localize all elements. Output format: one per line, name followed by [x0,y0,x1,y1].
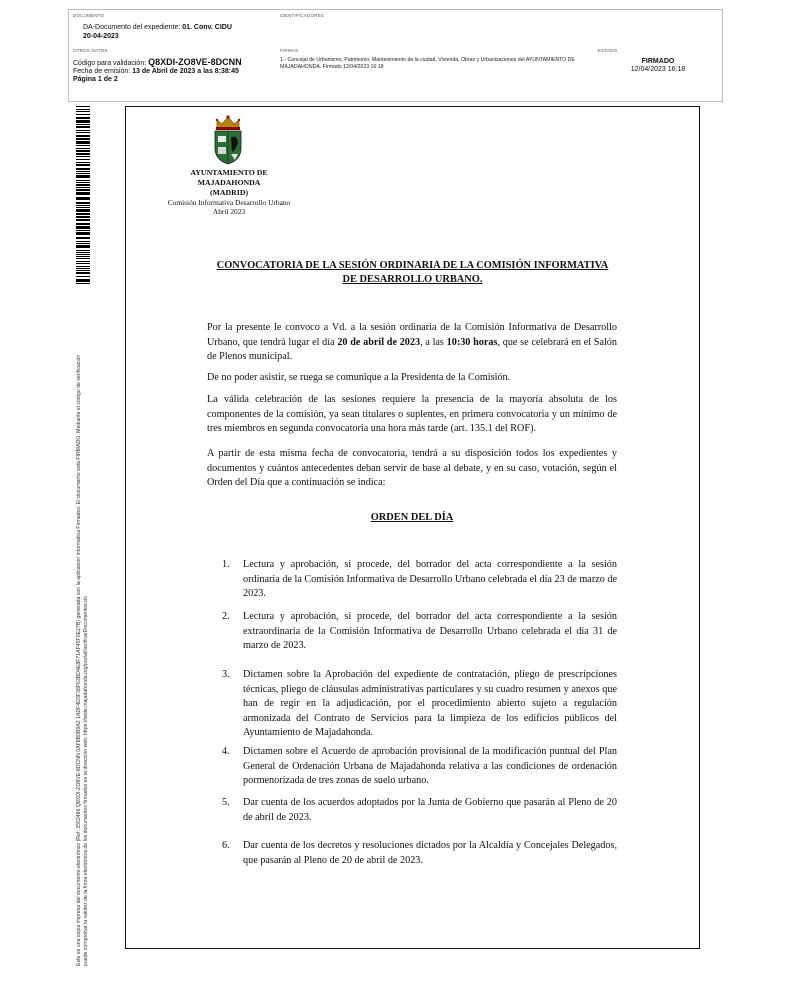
firmas-text: 1.- Concejal de Urbanismo, Patrimonio, Mantenimiento de la ciudad, Vivienda, Obras y Urbanizaciones del AYUNTAMIENTO DE MAJADAHONDA. Firmado 12/04/2023 16:18 [280,57,575,70]
paragraph-quorum: La válida celebración de las sesiones requiere la presencia de la mayoría absoluta de los componentes de la comisión, ya sean titulares o suplentes, en primera convocatoria y un mínimo de tres miembros en segunda convocatoria una hora más tarde (art. 135.1 del ROF). [207,394,617,435]
firmas-caption: FIRMAS [280,48,299,53]
p1-text-c: , que se celebrará en el Salón de Plenos municipal. [207,336,617,363]
paragraph-absence: De no poder asistir, se ruega se comunique a la Presidenta de la Comisión. [207,372,511,383]
p1-text-b: , a las [420,336,447,348]
title-line2: DE DESARROLLO URBANO. [342,274,483,285]
document-metadata-header [68,9,723,102]
documento-caption: DOCUMENTO [73,13,105,18]
documento-prefix: DA-Documento del expediente: [83,24,183,31]
p1-time: 10:30 horas [446,336,498,348]
institution-name-line3: (MADRID) [209,188,249,197]
barcode-icon [76,106,90,284]
page-number: Página 1 de 2 [73,76,118,83]
validation-code-line [73,57,242,67]
agenda-item-number: 5. [222,797,230,808]
paragraph-convocation [207,321,617,365]
agenda-item-number: 2. [222,611,230,622]
verification-line1: Este es una copia impresa del documento electrónico (Ref: 2552486 Q8XDI-ZO8VE-8DCNN 0AF8B0B9A2 1ADF4D3F38F63BD4E8F71AF45F0E27B) generada con la aplicación informática Firmadoc. El documento está FIRMADO. Mediante el código de verificación [76,354,82,966]
agenda-item-text: Lectura y aprobación, si procede, del borrador del acta correspondiente a la sesión ordinaria de la Comisión Informativa de Desarrollo Urbano celebrada el día 23 de marzo de 2023. [243,559,617,600]
p1-date: 20 de abril de 2023 [337,336,421,348]
title-line1: CONVOCATORIA DE LA SESIÓN ORDINARIA DE LA COMISIÓN INFORMATIVA [216,260,609,271]
agenda-item-number: 3. [222,669,230,680]
firmas-cell [276,45,594,101]
otros-caption: OTROS DATOS [73,48,108,53]
emission-date: 13 de Abril de 2023 a las 8:38:45 [132,68,239,75]
documento-date: 20-04-2023 [83,33,119,40]
otros-datos-cell [69,45,276,101]
validation-code-prefix: Código para validación: [73,60,149,67]
verification-margin-text [76,276,90,966]
agenda-item-number: 4. [222,746,230,757]
agenda-item-text: Dictamen sobre la Aprobación del expediente de contratación, pliego de prescripciones técnicas, pliego de cláusulas administrativas particulares y su cuadro resumen y anexos que han de regir en la adjudicación, por el procedimiento abierto sujeto a regulación armonizada del Contrato de Servicios para la limpieza de los edificios públicos del Ayuntamiento de Majadahonda. [243,669,617,739]
estado-caption: ESTADO [598,48,618,53]
agenda-item-number: 6. [222,840,230,851]
agenda-heading: ORDEN DEL DÍA [370,512,454,523]
agenda-item-text: Lectura y aprobación, si procede, del borrador del acta correspondiente a la sesión extraordinaria de la Comisión Informativa de Desarrollo Urbano celebrada el día 31 de marzo de 2023. [243,611,617,652]
agenda-item-text: Dar cuenta de los acuerdos adoptados por la Junta de Gobierno que pasarán al Pleno de 20 de abril de 2023. [243,797,617,823]
documento-code: 01. Conv. CIDU [182,24,232,31]
agenda-item-number: 1. [222,559,230,570]
identificadores-caption: IDENTIFICADORES [280,13,325,18]
institution-date: Abril 2023 [212,207,246,216]
documento-line1 [83,24,232,33]
estado-value: FIRMADO [641,58,675,65]
estado-date: 12/04/2023 16:18 [630,66,686,73]
identificadores-cell [276,10,722,45]
documento-cell [69,10,276,45]
agenda-item-text: Dar cuenta de los decretos y resoluciones dictados por la Alcaldía y Concejales Delegados, que pasarán al Pleno de 20 de abril de 2023. [243,840,617,866]
agenda-item-text: Dictamen sobre el Acuerdo de aprobación provisional de la modificación puntual del Plan General de Ordenación Urbana de Majadahonda relativa a las condiciones de ordenación pormenorizada de tres zonas de suelo urbano. [243,746,617,787]
estado-cell [594,45,722,101]
validation-code: Q8XDI-ZO8VE-8DCNN [148,57,242,67]
institution-block [150,168,308,216]
paragraph-documents: A partir de esta misma fecha de convocatoria, tendrá a su disposición todos los expedientes y documentos y cuántos antecedentes deban servir de base al debate, y en su caso, votación, según el Orden del Día que a continuación se indica: [207,448,617,489]
emission-date-prefix: Fecha de emisión: [73,68,133,75]
institution-name-line1: AYUNTAMIENTO DE [190,168,268,177]
document-title [205,259,620,287]
verification-line2: puede comprobar la validez de la firma electrónica de los documentos firmados en la dirección web: https://sede.majadahonda.org/portal/verificarDocumentos.do [83,596,89,966]
commission-name: Comisión Informativa Desarrollo Urbano [167,198,291,207]
institution-name-line2: MAJADAHONDA [197,178,261,187]
p1-text-a: Por la presente le convoco a Vd. a la sesión ordinaria de la Comisión Informativa de Desarrollo Urbano, que tendrá lugar el día [207,322,617,348]
coat-of-arms-icon [209,114,247,166]
